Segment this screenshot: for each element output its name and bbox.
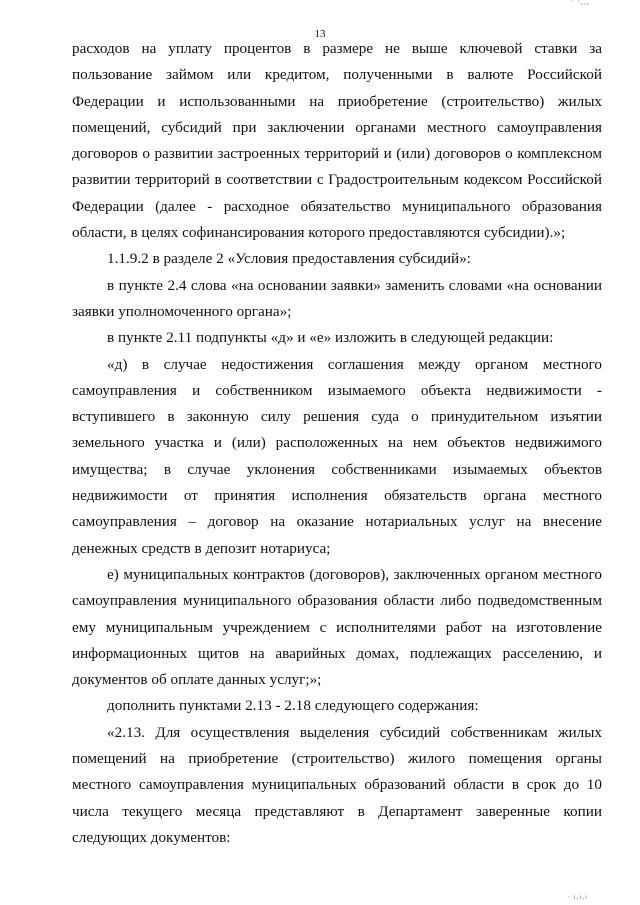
page-number: 13 (314, 28, 326, 40)
corner-scan-mark-bottom: · ı,ı,ı (567, 893, 588, 901)
paragraph-section-2-heading: 1.1.9.2 в разделе 2 «Условия предоставления субсидий»: (107, 250, 472, 268)
document-body (72, 36, 602, 851)
paragraph-expense-obligation: расходов на уплату процентов в размере не выше ключевой ставки за пользование займом или кредитом, полученными в валюте Российской Федерации и использованными на приобретение (строительство) жилых помещений, субсидий при заключении органами местного самоуправления договоров о развитии застроенных территорий и (или) договоров о комплексном развитии территорий в соответствии с Градостроительным кодексом Российской Федерации (далее - расходное обязательство муниципального образования области, в целях софинансирования которого предоставляются субсидии).»; (72, 40, 602, 242)
paragraph-add-clauses: дополнить пунктами 2.13 - 2.18 следующего содержания: (107, 697, 479, 715)
paragraph-subclause-d: «д) в случае недостижения соглашения между органом местного самоуправления и собственником изымаемого объекта недвижимости - вступившего в законную силу решения суда о принудительном изъятии земельного участка и (или) расположенных на нем объектов недвижимого имущества; в случае уклонения собственниками изымаемых объектов недвижимости от принятия исполнения обязательств органа местного самоуправления – договор на оказание нотариальных услуг на внесение денежных средств в депозит нотариуса; (72, 355, 602, 557)
paragraph-clause-2-4: в пункте 2.4 слова «на основании заявки» заменить словами «на основании заявки уполномоченного органа»; (72, 276, 602, 320)
paragraph-clause-2-13: «2.13. Для осуществления выделения субсидий собственникам жилых помещений на приобретение (строительство) жилого помещения органы местного самоуправления муниципальных образований области в срок до 10 числа текущего месяца представляют в Департамент заверенные копии следующих документов: (72, 723, 602, 846)
paragraph-clause-2-11: в пункте 2.11 подпункты «д» и «е» изложить в следующей редакции: (107, 329, 554, 347)
corner-scan-mark-top: · ·,,, (570, 0, 590, 6)
paragraph-subclause-e: е) муниципальных контрактов (договоров), заключенных органом местного самоуправления муниципального образования области либо подведомственным ему муниципальным учреждением с исполнителями работ на изготовление информационных щитов на аварийных домах, подлежащих расселению, и документов об оплате данных услуг;»; (72, 565, 602, 689)
